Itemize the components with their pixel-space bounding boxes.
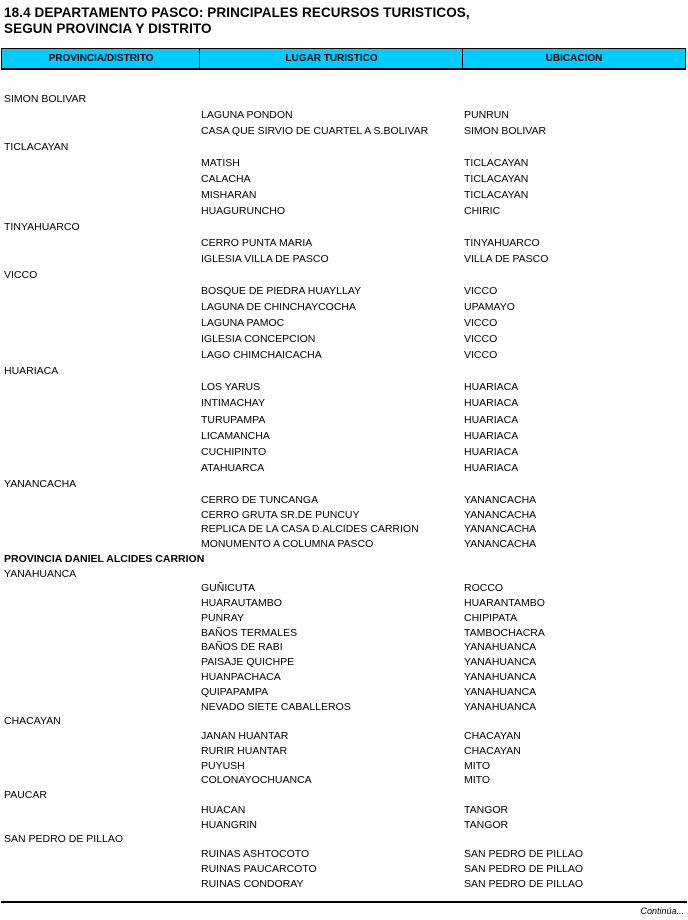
- district-row: [0, 832, 688, 846]
- ubicacion-cell: VICCO: [464, 349, 498, 361]
- province-name: PROVINCIA DANIEL ALCIDES CARRION: [4, 553, 205, 565]
- ubicacion-cell: MITO: [464, 760, 491, 772]
- table-row: [0, 744, 688, 758]
- table-row: [0, 640, 688, 654]
- table-row: [0, 156, 688, 170]
- lugar-turistico-cell: HUACAN: [201, 804, 246, 816]
- table-row: [0, 729, 688, 743]
- ubicacion-cell: HUARIACA: [464, 414, 519, 426]
- lugar-turistico-cell: CERRO PUNTA MARIA: [201, 237, 313, 249]
- ubicacion-cell: HUARIACA: [464, 446, 519, 458]
- lugar-turistico-cell: HUANGRIN: [201, 819, 258, 831]
- ubicacion-cell: YANAHUANCA: [464, 671, 537, 683]
- district-name: YANANCACHA: [4, 478, 77, 490]
- district-name: TICLACAYAN: [4, 141, 69, 153]
- district-row: [0, 140, 688, 154]
- table-row: [0, 284, 688, 298]
- lugar-turistico-cell: BAÑOS TERMALES: [201, 627, 298, 639]
- title-line-1: 18.4 DEPARTAMENTO PASCO: PRINCIPALES RECURSOS TURISTICOS,: [4, 5, 470, 20]
- ubicacion-cell: YANAHUANCA: [464, 641, 537, 653]
- ubicacion-cell: MITO: [464, 774, 491, 786]
- table-row: [0, 847, 688, 861]
- table-row: [0, 626, 688, 640]
- table-row: [0, 316, 688, 330]
- district-row: [0, 92, 688, 106]
- lugar-turistico-cell: ATAHUARCA: [201, 462, 265, 474]
- ubicacion-cell: HUARANTAMBO: [464, 597, 545, 609]
- table-row: [0, 581, 688, 595]
- table-row: [0, 380, 688, 394]
- table-row: [0, 508, 688, 522]
- table-row: [0, 685, 688, 699]
- ubicacion-cell: YANANCACHA: [464, 509, 537, 521]
- lugar-turistico-cell: NEVADO SIETE CABALLEROS: [201, 701, 351, 713]
- lugar-turistico-cell: RUINAS ASHTOCOTO: [201, 848, 310, 860]
- ubicacion-cell: YANAHUANCA: [464, 686, 537, 698]
- lugar-turistico-cell: LAGO CHIMCHAICACHA: [201, 349, 322, 361]
- district-row: [0, 477, 688, 491]
- district-name: SIMON BOLIVAR: [4, 93, 87, 105]
- lugar-turistico-cell: TURUPAMPA: [201, 414, 266, 426]
- table-row: [0, 348, 688, 362]
- header-ubicacion: UBICACION: [462, 49, 686, 68]
- lugar-turistico-cell: JANAN HUANTAR: [201, 730, 289, 742]
- lugar-turistico-cell: RUINAS PAUCARCOTO: [201, 863, 317, 875]
- lugar-turistico-cell: BOSQUE DE PIEDRA HUAYLLAY: [201, 285, 362, 297]
- ubicacion-cell: HUARIACA: [464, 430, 519, 442]
- ubicacion-cell: SIMON BOLIVAR: [464, 125, 547, 137]
- lugar-turistico-cell: IGLESIA VILLA DE PASCO: [201, 253, 329, 265]
- lugar-turistico-cell: LAGUNA PONDON: [201, 109, 293, 121]
- title-line-2: SEGUN PROVINCIA Y DISTRITO: [4, 21, 212, 36]
- lugar-turistico-cell: RURIR HUANTAR: [201, 745, 288, 757]
- table-row: [0, 759, 688, 773]
- lugar-turistico-cell: LAGUNA DE CHINCHAYCOCHA: [201, 301, 356, 313]
- ubicacion-cell: CHIPIPATA: [464, 612, 518, 624]
- ubicacion-cell: TANGOR: [464, 819, 509, 831]
- lugar-turistico-cell: MISHARAN: [201, 189, 257, 201]
- ubicacion-cell: TICLACAYAN: [464, 157, 529, 169]
- lugar-turistico-cell: BAÑOS DE RABI: [201, 641, 283, 653]
- lugar-turistico-cell: MONUMENTO A COLUMNA PASCO: [201, 538, 374, 550]
- province-row: [0, 552, 688, 566]
- lugar-turistico-cell: HUAGURUNCHO: [201, 205, 285, 217]
- ubicacion-cell: TICLACAYAN: [464, 173, 529, 185]
- ubicacion-cell: VICCO: [464, 333, 498, 345]
- ubicacion-cell: YANANCACHA: [464, 494, 537, 506]
- district-name: PAUCAR: [4, 789, 47, 801]
- ubicacion-cell: TINYAHUARCO: [464, 237, 540, 249]
- lugar-turistico-cell: INTIMACHAY: [201, 397, 265, 409]
- lugar-turistico-cell: LAGUNA PAMOC: [201, 317, 285, 329]
- table-row: [0, 252, 688, 266]
- lugar-turistico-cell: REPLICA DE LA CASA D.ALCIDES CARRION: [201, 523, 419, 535]
- ubicacion-cell: HUARIACA: [464, 462, 519, 474]
- table-bottom-rule: [1, 901, 687, 903]
- ubicacion-cell: PUNRUN: [464, 109, 509, 121]
- district-name: YANAHUANCA: [4, 568, 77, 580]
- ubicacion-cell: SAN PEDRO DE PILLAO: [464, 863, 584, 875]
- ubicacion-cell: UPAMAYO: [464, 301, 515, 313]
- table-row: [0, 172, 688, 186]
- ubicacion-cell: SAN PEDRO DE PILLAO: [464, 878, 584, 890]
- table-row: [0, 700, 688, 714]
- lugar-turistico-cell: CALACHA: [201, 173, 251, 185]
- ubicacion-cell: CHACAYAN: [464, 745, 521, 757]
- ubicacion-cell: YANANCACHA: [464, 523, 537, 535]
- lugar-turistico-cell: PUNRAY: [201, 612, 244, 624]
- table-row: [0, 124, 688, 138]
- district-row: [0, 714, 688, 728]
- table-row: [0, 188, 688, 202]
- ubicacion-cell: HUARIACA: [464, 381, 519, 393]
- lugar-turistico-cell: PAISAJE QUICHPE: [201, 656, 295, 668]
- header-provincia-distrito: PROVINCIA/DISTRITO: [1, 49, 200, 68]
- lugar-turistico-cell: CERRO DE TUNCANGA: [201, 494, 319, 506]
- lugar-turistico-cell: PUYUSH: [201, 760, 245, 772]
- table-row: [0, 818, 688, 832]
- district-name: SAN PEDRO DE PILLAO: [4, 833, 124, 845]
- ubicacion-cell: TAMBOCHACRA: [464, 627, 545, 639]
- table-row: [0, 493, 688, 507]
- district-row: [0, 220, 688, 234]
- header-lugar-turistico: LUGAR TURISTICO: [199, 49, 463, 68]
- table-row: [0, 236, 688, 250]
- district-name: TINYAHUARCO: [4, 221, 80, 233]
- table-row: [0, 445, 688, 459]
- table-header: [1, 48, 686, 70]
- ubicacion-cell: YANAHUANCA: [464, 656, 537, 668]
- lugar-turistico-cell: CASA QUE SIRVIO DE CUARTEL A S.BOLIVAR: [201, 125, 429, 137]
- district-name: VICCO: [4, 269, 38, 281]
- ubicacion-cell: YANANCACHA: [464, 538, 537, 550]
- ubicacion-cell: TICLACAYAN: [464, 189, 529, 201]
- table-row: [0, 332, 688, 346]
- ubicacion-cell: TANGOR: [464, 804, 509, 816]
- ubicacion-cell: SAN PEDRO DE PILLAO: [464, 848, 584, 860]
- ubicacion-cell: CHACAYAN: [464, 730, 521, 742]
- lugar-turistico-cell: RUINAS CONDORAY: [201, 878, 304, 890]
- table-row: [0, 204, 688, 218]
- table-row: [0, 413, 688, 427]
- district-name: CHACAYAN: [4, 715, 61, 727]
- lugar-turistico-cell: HUANPACHACA: [201, 671, 281, 683]
- lugar-turistico-cell: COLONAYOCHUANCA: [201, 774, 312, 786]
- table-row: [0, 655, 688, 669]
- table-row: [0, 108, 688, 122]
- table-row: [0, 522, 688, 536]
- continua-note: Continúa...: [640, 906, 684, 916]
- table-row: [0, 803, 688, 817]
- ubicacion-cell: VICCO: [464, 317, 498, 329]
- district-row: [0, 364, 688, 378]
- lugar-turistico-cell: QUIPAPAMPA: [201, 686, 269, 698]
- lugar-turistico-cell: HUARAUTAMBO: [201, 597, 282, 609]
- lugar-turistico-cell: LOS YARUS: [201, 381, 261, 393]
- lugar-turistico-cell: MATISH: [201, 157, 240, 169]
- lugar-turistico-cell: IGLESIA CONCEPCION: [201, 333, 316, 345]
- table-row: [0, 537, 688, 551]
- district-row: [0, 268, 688, 282]
- ubicacion-cell: HUARIACA: [464, 397, 519, 409]
- table-row: [0, 670, 688, 684]
- district-name: HUARIACA: [4, 365, 59, 377]
- ubicacion-cell: VILLA DE PASCO: [464, 253, 549, 265]
- table-row: [0, 596, 688, 610]
- lugar-turistico-cell: CUCHIPINTO: [201, 446, 267, 458]
- table-row: [0, 300, 688, 314]
- table-row: [0, 611, 688, 625]
- district-row: [0, 567, 688, 581]
- lugar-turistico-cell: LICAMANCHA: [201, 430, 270, 442]
- table-row: [0, 429, 688, 443]
- table-title: [4, 5, 684, 37]
- ubicacion-cell: YANAHUANCA: [464, 701, 537, 713]
- table-row: [0, 877, 688, 891]
- table-row: [0, 396, 688, 410]
- lugar-turistico-cell: GUÑICUTA: [201, 582, 256, 594]
- lugar-turistico-cell: CERRO GRUTA SR.DE PUNCUY: [201, 509, 360, 521]
- ubicacion-cell: VICCO: [464, 285, 498, 297]
- table-row: [0, 862, 688, 876]
- ubicacion-cell: CHIRIC: [464, 205, 501, 217]
- table-row: [0, 461, 688, 475]
- district-row: [0, 788, 688, 802]
- ubicacion-cell: ROCCO: [464, 582, 504, 594]
- table-row: [0, 773, 688, 787]
